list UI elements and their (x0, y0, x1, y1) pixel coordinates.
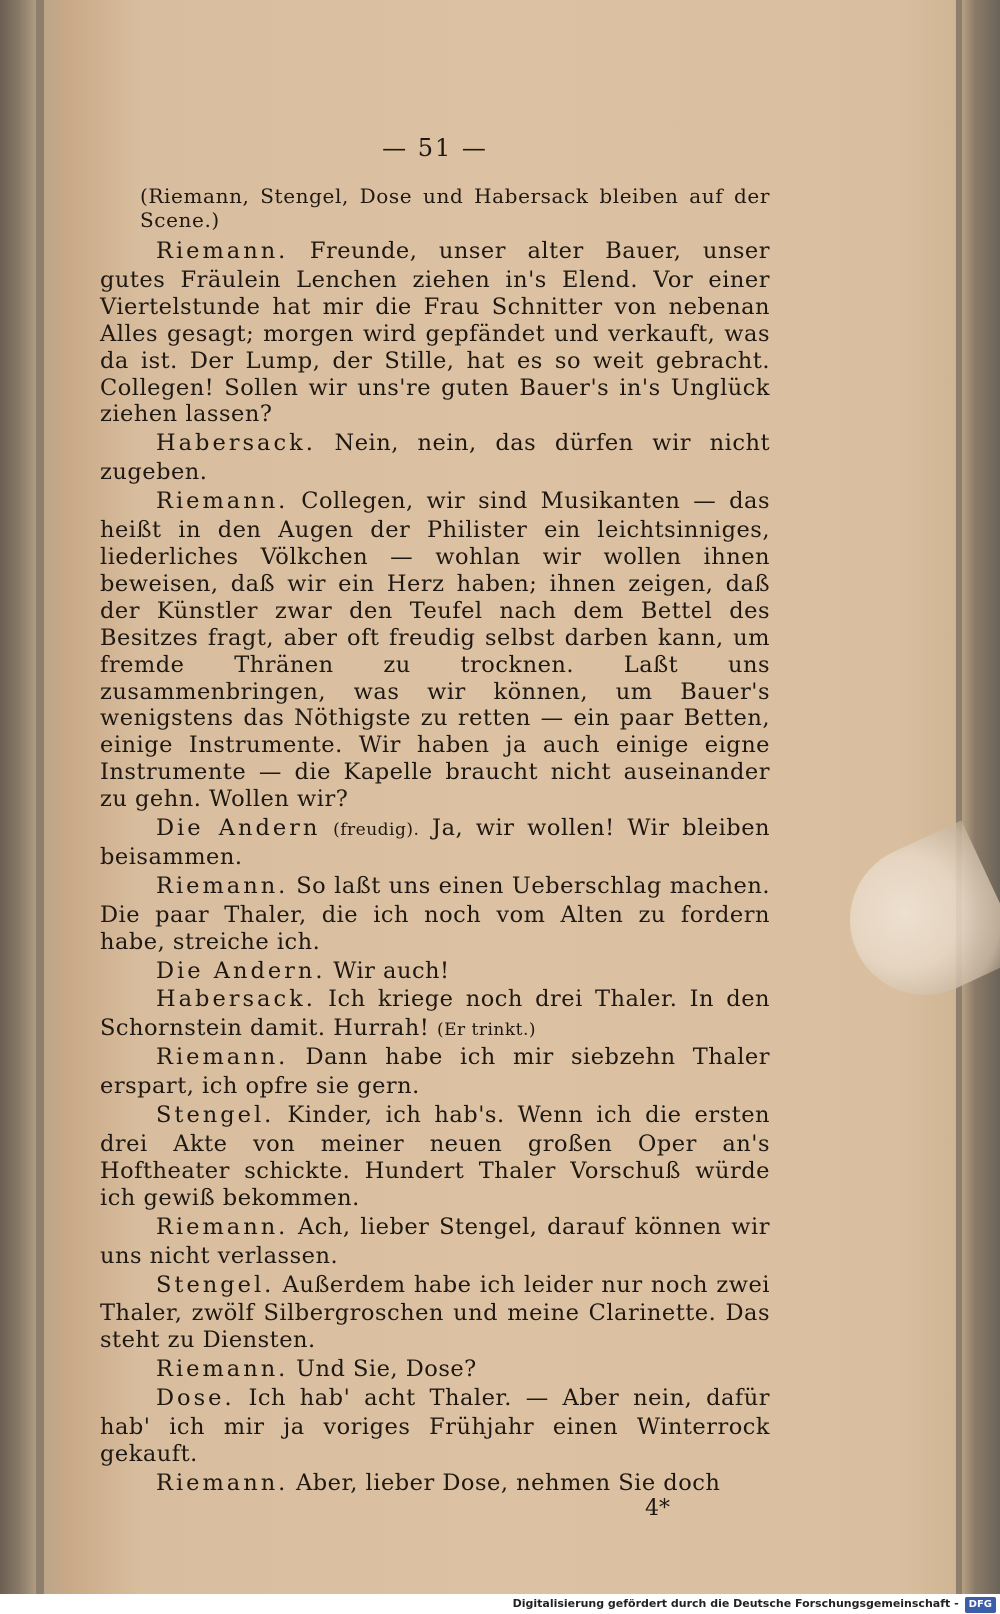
dialogue-paragraph (100, 958, 770, 987)
speech-text: Dann habe ich mir siebzehn Thaler erspart, ich opfre sie gern. (100, 1044, 770, 1100)
speech-text: Aber, lieber Dose, nehmen Sie doch (296, 1469, 721, 1496)
dialogue-paragraph (100, 873, 770, 958)
speech-text: Kinder, ich hab's. Wenn ich die ersten drei Akte von meiner neuen großen Oper an's Hoftheater schickte. Hundert Thaler Vorschuß würde ich gewiß bekommen. (100, 1102, 770, 1211)
speech-text: So laßt uns einen Ueberschlag machen. Die paar Thaler, die ich noch vom Alten zu fordern habe, streiche ich. (100, 872, 770, 955)
dialogue-paragraph (100, 1044, 770, 1102)
speaker-name: Die Andern (156, 815, 321, 842)
dialogue-paragraph (100, 1470, 770, 1499)
speech-text: Wir auch! (333, 957, 450, 984)
speech-text: Ich kriege noch drei Thaler. In den Schornstein damit. Hurrah! (100, 986, 771, 1042)
speech-text: Ja, wir wollen! Wir bleiben beisammen. (100, 815, 770, 870)
speaker-name: Riemann. (156, 1356, 289, 1383)
dialogue-paragraph (100, 1102, 770, 1214)
speaker-name: Riemann. (156, 1469, 289, 1496)
speaker-name: Riemann. (156, 1213, 289, 1240)
speaker-name: Die Andern. (156, 957, 326, 984)
speech-text: Und Sie, Dose? (296, 1356, 477, 1383)
inline-stage-direction: (Er trinkt.) (436, 1020, 537, 1041)
speech-text: Ach, lieber Stengel, darauf können wir uns nicht verlassen. (100, 1213, 771, 1269)
dialogue-paragraph (100, 1272, 770, 1357)
speaker-name: Riemann. (156, 238, 289, 264)
signature-mark: 4* (645, 1495, 670, 1521)
speaker-name: Riemann. (156, 872, 289, 899)
speech-text: Ich hab' acht Thaler. — Aber nein, dafür hab' ich mir ja voriges Frühjahr einen Winterrock gekauft. (100, 1385, 770, 1467)
dialogue-paragraph (100, 986, 770, 1044)
speaker-direction: (freudig). (333, 820, 420, 841)
dialogue-paragraph (100, 1356, 770, 1385)
page-edge-right (956, 0, 962, 1594)
page-number: — 51 — (382, 134, 488, 162)
dialogue-paragraph (100, 1214, 770, 1272)
speaker-name: Stengel. (156, 1102, 275, 1129)
speaker-name: Habersack. (156, 430, 316, 457)
dialogue-body (100, 238, 770, 1499)
stage-direction: (Riemann, Stengel, Dose und Habersack bleiben auf der Scene.) (140, 184, 770, 232)
dialogue-paragraph (100, 430, 770, 488)
speech-text: Freunde, unser alter Bauer, unser gutes Fräulein Lenchen ziehen in's Elend. Vor einer Viertelstunde hat mir die Frau Schnitter von nebenan Alles gesagt; morgen wird gepfändet und verkauft, was da ist. Der Lump, der Stille, hat es so weit gebracht. Collegen! Sollen wir uns're guten Bauer's in's Unglück ziehen lassen? (100, 238, 770, 428)
speech-text: Nein, nein, das dürfen wir nicht zugeben. (100, 430, 770, 486)
speech-text: Außerdem habe ich leider nur noch zwei Thaler, zwölf Silbergroschen und meine Clarinette. Das steht zu Diensten. (100, 1271, 770, 1354)
book-page (100, 120, 770, 1520)
dialogue-paragraph (100, 815, 770, 873)
speaker-name: Habersack. (156, 986, 316, 1013)
dialogue-paragraph (100, 238, 770, 430)
page-edge-left (36, 0, 44, 1594)
speaker-name: Riemann. (156, 1044, 289, 1071)
dialogue-paragraph (100, 1385, 770, 1470)
speaker-name: Dose. (156, 1385, 235, 1412)
speaker-name: Riemann. (156, 488, 289, 515)
dfg-logo: DFG (965, 1597, 996, 1613)
dialogue-paragraph (100, 488, 770, 815)
speaker-name: Stengel. (156, 1271, 275, 1298)
speech-text: Collegen, wir sind Musikanten — das heißt in den Augen der Philister ein leichtsinniges, liederliches Völkchen — wohlan wir wollen ihnen beweisen, daß wir ein Herz haben; ihnen zeigen, daß der Künstler zwar den Teufel nach dem Bettel des Besitzes fragt, aber oft freudig selbst darben kann, um fremde Thränen zu trocknen. Laßt uns zusammenbringen, was wir können, um Bauer's wenigstens das Nöthigste zu retten — ein paar Betten, einige Instrumente. Wir haben ja auch einige eigne Instrumente — die Kapelle braucht nicht auseinander zu gehn. Wollen wir? (100, 488, 771, 813)
footer-credit: Digitalisierung gefördert durch die Deutsche Forschungsgemeinschaft - (512, 1597, 959, 1610)
digitization-footer (0, 1594, 1000, 1614)
